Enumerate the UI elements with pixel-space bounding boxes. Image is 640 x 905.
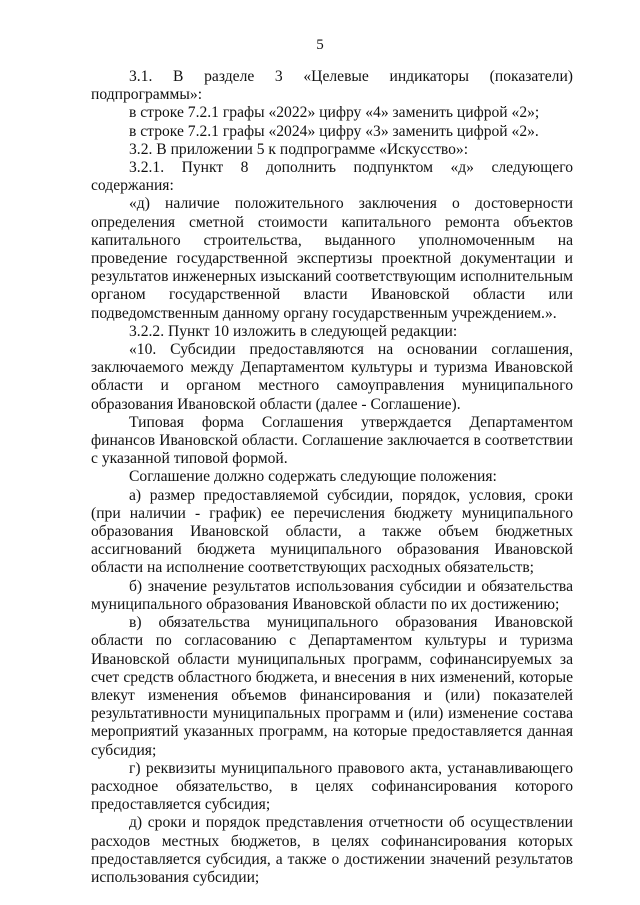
page-number: 5: [316, 37, 324, 53]
paragraph-item-d: д) сроки и порядок представления отчетности об осуществлении расходов местных бюджетов, в целях софинансирования которых предоставляется субсидия, а также о достижении значений результатов использования субсидии;: [91, 814, 573, 886]
paragraph-item-v: в) обязательства муниципального образования Ивановской области по согласованию с Департаментом культуры и туризма Ивановской области муниципальных программ, софинансируемых за счет средств областного бюджета, и внесения в них изменений, которые влекут изменения объемов финансирования и (или) показателей результативности муниципальных программ и (или) изменение состава мероприятий указанных программ, на которые предоставляется данная субсидия;: [91, 614, 573, 759]
paragraph-3-2: 3.2. В приложении 5 к подпрограмме «Искусство»:: [129, 140, 469, 158]
paragraph-point-10: «10. Субсидии предоставляются на основании соглашения, заключаемого между Департаментом культуры и туризма Ивановской области и органом местного самоуправления муниципального образования Ивановской области (далее - Соглашение).: [91, 341, 573, 413]
document-body: [91, 68, 577, 887]
paragraph-3-2-2: 3.2.2. Пункт 10 изложить в следующей редакции:: [129, 322, 458, 340]
paragraph-item-g: г) реквизиты муниципального правового акта, устанавливающего расходное обязательство, в целях софинансирования которого предоставляется субсидия;: [91, 759, 573, 814]
paragraph-3-1: 3.1. В разделе 3 «Целевые индикаторы (показатели) подпрограммы»:: [91, 68, 577, 104]
paragraph-row-2024: в строке 7.2.1 графы «2024» цифру «3» заменить цифрой «2».: [129, 122, 539, 140]
paragraph-typical-form: Типовая форма Соглашения утверждается Департаментом финансов Ивановской области. Соглашение заключается в соответствии с указанной типовой формой.: [91, 413, 573, 468]
paragraph-agreement-provisions: Соглашение должно содержать следующие положения:: [129, 468, 497, 486]
paragraph-subpoint-d: «д) наличие положительного заключения о достоверности определения сметной стоимости капитального ремонта объектов капитального строительства, выданного уполномоченным на проведение государственной экспертизы проектной документации и результатов инженерных изысканий соответствующим исполнительным органом государственной власти Ивановской области или подведомственным данному органу государственным учреждением.».: [91, 195, 573, 322]
paragraph-item-b: б) значение результатов использования субсидии и обязательства муниципального образования Ивановской области по их достижению;: [91, 577, 573, 613]
paragraph-row-2022: в строке 7.2.1 графы «2022» цифру «4» заменить цифрой «2»;: [129, 104, 540, 122]
paragraph-item-a: а) размер предоставляемой субсидии, порядок, условия, сроки (при наличии - график) ее перечисления бюджету муниципального образования Ивановской области, а также объем бюджетных ассигнований бюджета муниципального образования Ивановской области на исполнение соответствующих расходных обязательств;: [91, 486, 573, 577]
paragraph-3-2-1: 3.2.1. Пункт 8 дополнить подпунктом «д» следующего содержания:: [91, 159, 573, 195]
